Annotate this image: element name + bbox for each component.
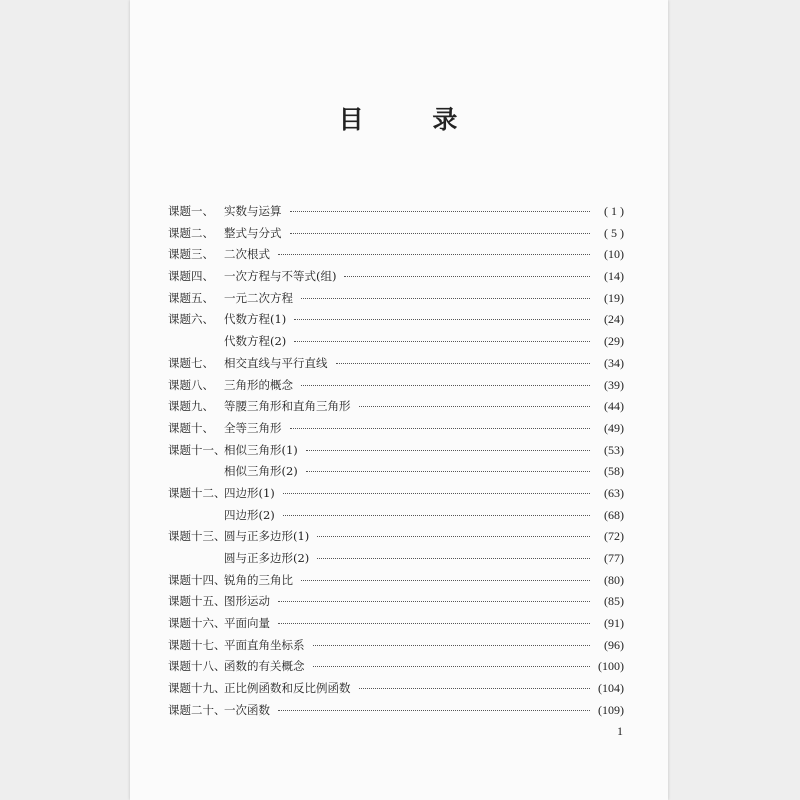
toc-page-number: (80) [604,572,624,587]
toc-lesson-label: 课题三、 [168,247,214,262]
toc-entry [168,658,624,680]
table-of-contents [168,203,624,724]
toc-topic: 平面向量 [224,616,270,631]
toc-lesson-label: 课题十八、 [168,659,226,674]
toc-topic: 全等三角形 [224,420,282,435]
dot-leader [313,666,591,667]
toc-topic: 平面直角坐标系 [224,637,305,652]
toc-entry [168,225,624,247]
page-title: 目 录 [338,105,488,134]
dot-leader [283,515,590,516]
toc-topic: 正比例函数和反比例函数 [224,681,351,696]
dot-leader [301,298,590,299]
toc-lesson-label: 课题七、 [168,355,214,370]
toc-page-number: (68) [604,507,624,522]
toc-entry [168,572,624,594]
toc-page-number: (77) [604,551,624,565]
toc-page-number: (63) [604,485,624,500]
dot-leader [301,385,590,386]
toc-page-number: (96) [604,637,624,652]
toc-entry [168,702,624,724]
toc-lesson-label: 课题十七、 [168,637,226,652]
toc-page-number: (49) [604,420,624,435]
toc-topic: 一次函数 [224,702,270,717]
toc-topic: 函数的有关概念 [224,659,305,674]
dot-leader [336,363,591,364]
toc-entry [168,615,624,637]
toc-entry [168,420,624,442]
toc-page-number: (19) [604,290,624,305]
dot-leader [313,645,591,646]
toc-page-number: (34) [604,355,624,370]
toc-lesson-label: 课题十四、 [168,572,226,587]
toc-page-number: (44) [604,399,624,414]
toc-page-number: (29) [604,334,624,349]
toc-entry [168,463,624,485]
toc-lesson-label: 课题八、 [168,377,214,392]
toc-page-number: (14) [604,269,624,284]
toc-topic: 相似三角形(2) [224,464,298,479]
page-number: 1 [617,724,623,738]
toc-lesson-label: 课题十九、 [168,681,226,696]
toc-topic: 二次根式 [224,247,270,262]
toc-topic: 代数方程(2) [224,334,287,349]
dot-leader [306,471,590,472]
toc-lesson-label: 课题十一、 [168,442,226,457]
dot-leader [359,688,591,689]
toc-lesson-label: 课题四、 [168,269,214,284]
toc-entry [168,290,624,312]
toc-topic: 相交直线与平行直线 [224,355,328,370]
toc-lesson-label: 课题十五、 [168,594,226,609]
dot-leader [294,319,590,320]
dot-leader [278,710,590,711]
toc-entry [168,637,624,659]
toc-page-number: (24) [604,312,624,327]
toc-entry [168,203,624,225]
toc-page-number: (100) [598,659,624,674]
toc-lesson-label: 课题十六、 [168,616,226,631]
toc-entry [168,377,624,399]
toc-entry [168,355,624,377]
toc-lesson-label: 课题十三、 [168,529,226,544]
toc-topic: 圆与正多边形(2) [224,551,310,565]
toc-page-number: (10) [604,247,624,262]
dot-leader [344,276,590,277]
toc-page-number: (39) [604,377,624,392]
toc-page-number: ( 5 ) [604,225,624,240]
toc-lesson-label: 课题十、 [168,420,214,435]
toc-topic: 相似三角形(1) [224,442,298,457]
dot-leader [306,450,590,451]
toc-page-number: ( 1 ) [604,204,624,218]
dot-leader [359,406,591,407]
toc-page-number: (72) [604,529,624,544]
toc-entry [168,680,624,702]
toc-topic: 代数方程(1) [224,312,287,327]
toc-lesson-label: 课题九、 [168,399,214,414]
toc-lesson-label: 课题五、 [168,290,214,305]
toc-page-number: (58) [604,464,624,479]
dot-leader [290,211,591,212]
toc-topic: 圆与正多边形(1) [224,529,310,544]
toc-entry [168,528,624,550]
toc-entry [168,246,624,268]
toc-lesson-label: 课题二十、 [168,702,226,717]
toc-topic: 一元二次方程 [224,290,293,305]
toc-topic: 四边形(2) [224,507,275,522]
dot-leader [290,233,591,234]
dot-leader [278,601,590,602]
toc-lesson-label: 课题十二、 [168,485,226,500]
toc-entry [168,268,624,290]
dot-leader [290,428,591,429]
toc-entry [168,311,624,333]
dot-leader [317,536,590,537]
document-page [130,0,668,800]
toc-topic: 图形运动 [224,594,270,609]
dot-leader [317,558,590,559]
toc-entry [168,442,624,464]
toc-entry [168,593,624,615]
toc-topic: 锐角的三角比 [224,572,293,587]
toc-entry [168,507,624,529]
toc-entry [168,398,624,420]
toc-topic: 实数与运算 [224,204,282,218]
dot-leader [278,254,590,255]
dot-leader [283,493,590,494]
dot-leader [278,623,590,624]
toc-topic: 四边形(1) [224,485,275,500]
toc-lesson-label: 课题六、 [168,312,214,327]
toc-page-number: (53) [604,442,624,457]
toc-lesson-label: 课题二、 [168,225,214,240]
toc-lesson-label: 课题一、 [168,204,214,218]
toc-entry [168,333,624,355]
toc-entry [168,485,624,507]
dot-leader [294,341,590,342]
toc-entry [168,550,624,572]
toc-topic: 一次方程与不等式(组) [224,269,337,284]
toc-page-number: (109) [598,702,624,717]
toc-topic: 三角形的概念 [224,377,293,392]
toc-page-number: (104) [598,681,624,696]
toc-topic: 等腰三角形和直角三角形 [224,399,351,414]
toc-topic: 整式与分式 [224,225,282,240]
dot-leader [301,580,590,581]
toc-page-number: (91) [604,616,624,631]
toc-page-number: (85) [604,594,624,609]
